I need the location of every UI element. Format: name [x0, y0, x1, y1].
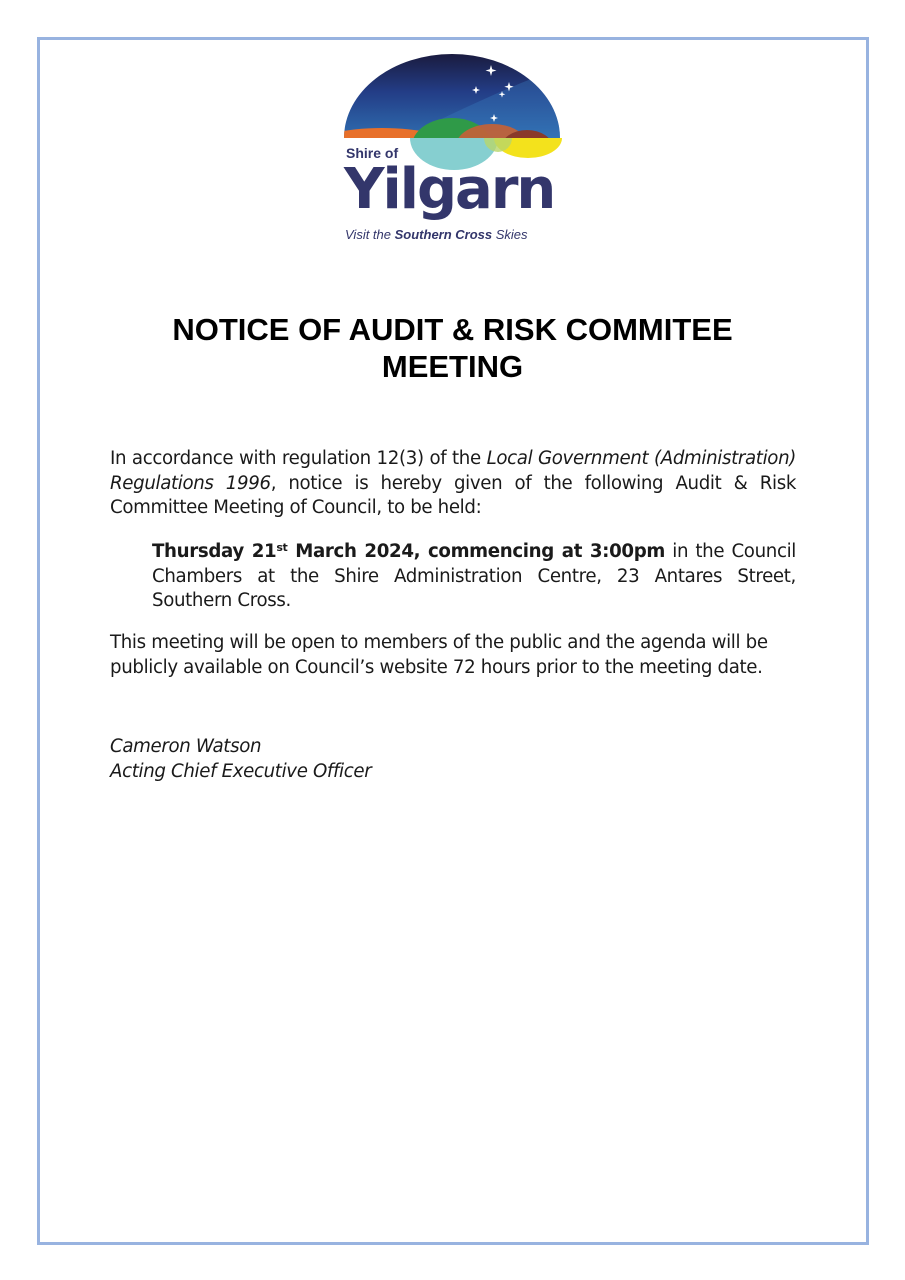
title-line-1: NOTICE OF AUDIT & RISK COMMITEE	[172, 312, 733, 347]
title-line-2: MEETING	[381, 349, 524, 384]
intro-post: , notice is hereby given of the following Audit & Risk Committee Meeting of Council, to be held:	[110, 472, 796, 518]
intro-pre: In accordance with regulation 12(3) of the	[110, 448, 487, 469]
logo-tagline	[345, 227, 528, 242]
signatory-name: Cameron Watson	[110, 736, 262, 757]
page-title	[60, 311, 845, 385]
tagline-pre: Visit the	[345, 227, 395, 242]
shire-of-yilgarn-logo	[342, 54, 562, 244]
meeting-date-time: March 2024, commencing at 3:00pm	[287, 541, 665, 562]
signatory-role: Acting Chief Executive Officer	[110, 760, 372, 782]
intro-paragraph	[110, 447, 796, 521]
public-access-text: This meeting will be open to members of the public and the agenda will be publicly available on Council’s website 72 hours prior to the meeting date.	[110, 632, 768, 678]
logo-wordmark: Yilgarn	[344, 157, 555, 222]
meeting-date-suffix: st	[276, 541, 288, 554]
public-access-paragraph	[110, 631, 796, 680]
meeting-location: in the Council Chambers at the Shire Administration Centre, 23 Antares Street, Southern Cross.	[152, 541, 796, 611]
tagline-post: Skies	[492, 227, 528, 242]
logo-shire-of: Shire of	[346, 145, 399, 161]
tagline-bold: Southern Cross	[394, 227, 493, 242]
signature-block	[110, 735, 796, 784]
regulation-title: Local Government (Administration) Regulations 1996	[110, 448, 796, 494]
meeting-date-day: Thursday 21	[152, 541, 277, 562]
meeting-details-paragraph	[152, 540, 796, 614]
